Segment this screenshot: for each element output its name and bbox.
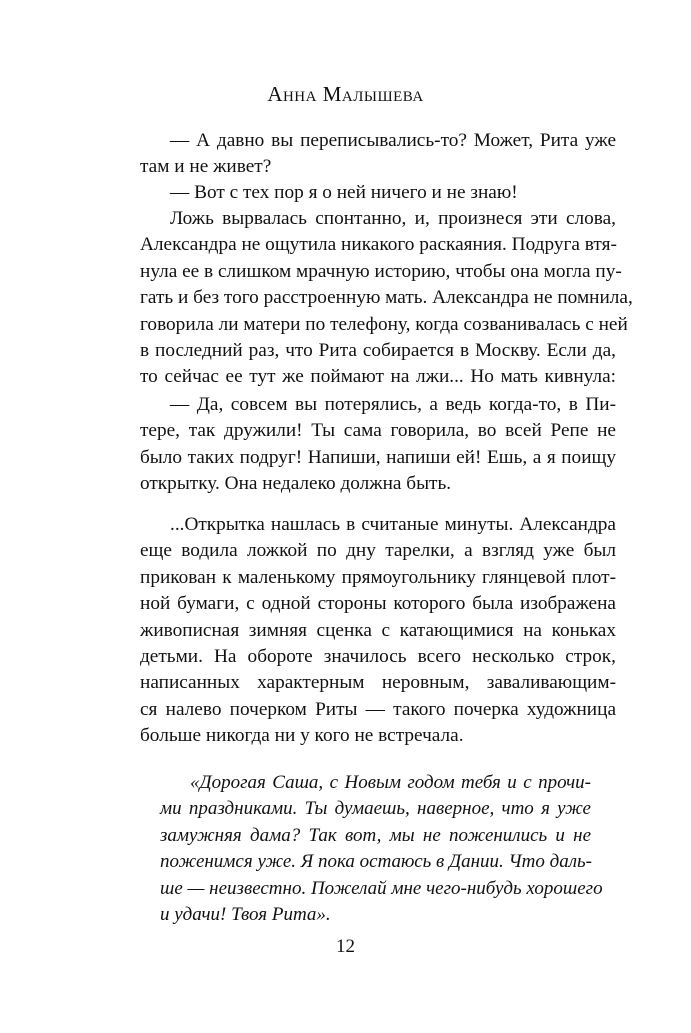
text-line: — Да, совсем вы потерялись, а ведь когда-то, в Пи- [170, 394, 616, 415]
text-line: живописная зимняя сценка с катающимися на коньках [140, 619, 616, 641]
text-line: детьми. На обороте значилось всего несколько строк, [140, 645, 616, 667]
letter-line: ми праздниками. Ты думаешь, наверное, что я уже [160, 798, 591, 820]
text-line: нула ее в слишком мрачную историю, чтобы она могла пу- [140, 260, 622, 282]
narrative-paragraph [140, 512, 616, 750]
text-line: прикован к маленькому прямоугольнику глянцевой плот- [140, 566, 616, 588]
page-number: 12 [336, 936, 355, 957]
text-line: еще водила ложкой по дну тарелки, а взгляд уже был [140, 540, 616, 562]
dialogue-paragraph [140, 180, 616, 206]
quoted-letter [160, 770, 603, 928]
text-line: Александра не ощутила никакого раскаяния. Подруга втя- [140, 234, 617, 256]
text-line: открытку. Она недалеко должна быть. [140, 473, 452, 495]
text-line: в последний раз, что Рита собирается в Москву. Если да, [140, 339, 616, 361]
dialogue-paragraph [140, 392, 616, 498]
dialogue-paragraph [140, 128, 616, 181]
text-line: гать и без того расстроенную мать. Александра не помнила, [140, 287, 633, 309]
text-line: — Вот с тех пор я о ней ничего и не знаю! [170, 182, 518, 203]
text-line: — А давно вы переписывались-то? Может, Рита уже [170, 130, 616, 151]
text-line: больше никогда ни у кого не встречала. [140, 725, 464, 747]
text-line: то сейчас ее тут же поймают на лжи... Но мать кивнула: [140, 366, 616, 388]
letter-line: и удачи! Твоя Рита». [160, 903, 331, 925]
letter-line: ше — неизвестно. Пожелай мне чего-нибудь хорошего [160, 877, 603, 899]
text-line: ной бумаги, с одной стороны которого была изображена [140, 593, 616, 615]
text-line: говорила ли матери по телефону, когда созванивалась с ней [140, 313, 628, 335]
text-line: ся налево почерком Риты — такого почерка художница [140, 698, 616, 720]
text-line: ...Открытка нашлась в считаные минуты. Александра [170, 514, 616, 535]
narrative-paragraph [140, 206, 633, 391]
running-head: Анна Малышева [267, 82, 424, 106]
letter-line: «Дорогая Саша, с Новым годом тебя и с прочи- [190, 772, 591, 793]
text-line: там и не живет? [140, 156, 272, 178]
text-line: тере, так дружили! Ты сама говорила, во всей Репе не [140, 420, 616, 442]
text-line: Ложь вырвалась спонтанно, и, произнеся эти слова, [170, 208, 616, 229]
text-line: было таких подруг! Напиши, напиши ей! Ешь, а я поищу [140, 446, 616, 468]
letter-line: замужняя дама? Так вот, мы не поженились и не [160, 824, 591, 846]
letter-line: поженимся уже. Я пока остаюсь в Дании. Что даль- [160, 851, 592, 873]
text-line: написанных характерным неровным, заваливающим- [140, 672, 616, 694]
